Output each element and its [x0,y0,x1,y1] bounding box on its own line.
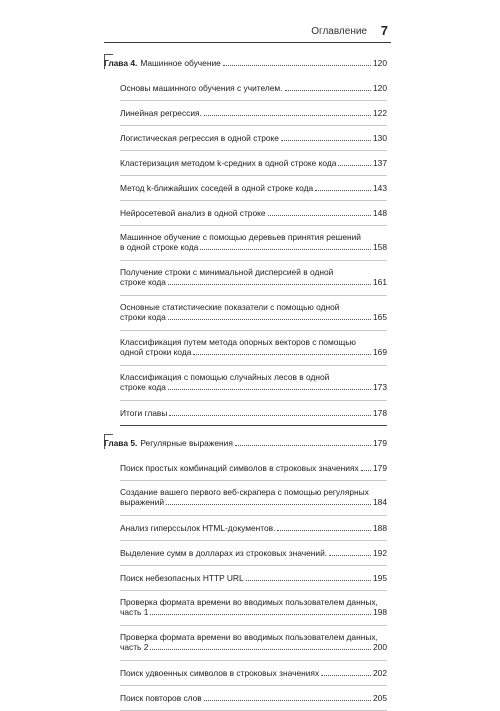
toc-entry[interactable] [120,541,387,566]
entry-title: Итоги главы [120,408,168,418]
dot-leader [321,675,371,676]
dot-leader [166,504,371,505]
page-number: 7 [380,23,388,38]
entry-page: 165 [373,312,387,322]
entry-page: 192 [373,548,387,558]
entry-title-line: строке кода [120,277,166,287]
toc-entry[interactable] [120,331,387,366]
entry-title-line: строке кода [120,382,166,392]
entry-title: Поиск простых комбинаций символов в строковых значениях [120,463,359,473]
toc-entry[interactable] [120,151,387,176]
dot-leader [281,140,371,141]
entry-page: 169 [373,347,387,357]
entry-title-line: Проверка формата времени во вводимых пользователем данных, [120,597,378,607]
chapter-gap [104,426,387,438]
toc-entry[interactable] [120,516,387,541]
entry-page: 198 [373,607,387,617]
dot-leader [277,530,371,531]
toc-entry[interactable] [120,591,387,626]
entry-page: 200 [373,642,387,652]
toc-entry[interactable] [120,226,387,261]
entry-title: Выделение сумм в долларах из строковых значений. [120,548,328,558]
chapter-title: Машинное обучение [140,58,221,68]
dot-leader [204,700,371,701]
entry-title: Поиск удвоенных символов в строковых значениях [120,668,320,678]
toc-entry[interactable] [120,201,387,226]
dot-leader [268,215,371,216]
entry-page: 137 [373,158,387,168]
dot-leader [315,190,371,191]
toc-entry[interactable] [120,176,387,201]
entry-page: 161 [373,277,387,287]
toc-entry[interactable] [120,456,387,481]
dot-leader [169,415,371,416]
chapter-heading[interactable] [104,438,387,452]
entry-title: Кластеризация методом k-средних в одной строке кода [120,158,337,168]
entry-page: 205 [373,693,387,703]
dot-leader [168,319,371,320]
dot-leader [150,614,371,615]
toc-entry[interactable] [120,401,387,426]
dot-leader [361,470,371,471]
page-header [0,24,500,40]
entry-title-line: Создание вашего первого веб-скрапера с помощью регулярных [120,487,369,497]
toc-entry[interactable] [120,296,387,331]
entry-page: 188 [373,523,387,533]
entry-title-line: Получение строки с минимальной дисперсией в одной [120,267,334,277]
entry-page: 184 [373,497,387,507]
entry-page: 173 [373,382,387,392]
dot-leader [168,284,371,285]
entry-title: Основы машинного обучения с учителем. [120,83,283,93]
entry-page: 158 [373,242,387,252]
dot-leader [223,65,371,66]
entry-page: 195 [373,573,387,583]
chapter-number: Глава 5. [104,438,138,448]
chapter-number: Глава 4. [104,58,138,68]
entry-title: Поиск повторов слов [120,693,202,703]
entry-title: Нейросетевой анализ в одной строке [120,208,266,218]
toc-entry[interactable] [120,566,387,591]
dot-leader [338,165,371,166]
entry-page: 179 [373,463,387,473]
entry-title-line: в одной строке кода [120,242,199,252]
entry-page: 122 [373,108,387,118]
running-title: Оглавление [311,26,367,37]
header-rule [104,42,391,43]
toc-entry[interactable] [120,261,387,296]
entry-title-line: Машинное обучение с помощью деревьев принятия решений [120,232,361,242]
dot-leader [285,90,372,91]
entry-page: 143 [373,183,387,193]
chapter-page: 179 [373,438,387,448]
entry-title: Логистическая регрессия в одной строке [120,133,279,143]
entry-title: Анализ гиперссылок HTML-документов. [120,523,276,533]
table-of-contents [104,58,387,711]
entry-title-line: Классификация с помощью случайных лесов в одной [120,372,330,382]
chapter-title: Регулярные выражения [140,438,233,448]
toc-entry[interactable] [120,661,387,686]
dot-leader [150,649,371,650]
dot-leader [246,580,371,581]
entry-title-line: строки кода [120,312,166,322]
entry-title-line: Классификация путем метода опорных векторов с помощью [120,337,356,347]
entry-title-line: одной строки кода [120,347,192,357]
toc-entry[interactable] [120,76,387,101]
entry-page: 130 [373,133,387,143]
toc-entry[interactable] [120,126,387,151]
toc-entry[interactable] [120,366,387,401]
entry-page: 178 [373,408,387,418]
entry-title: Поиск небезопасных HTTP URL [120,573,244,583]
dot-leader [329,555,371,556]
toc-entry[interactable] [120,626,387,661]
dot-leader [193,354,371,355]
entry-title-line: Основные статистические показатели с помощью одной [120,302,340,312]
entry-title-line: часть 1 [120,607,149,617]
dot-leader [200,249,371,250]
entry-title: Линейная регрессия. [120,108,202,118]
dot-leader [168,389,371,390]
entry-page: 202 [373,668,387,678]
dot-leader [204,115,371,116]
entry-title-line: выражений [120,497,165,507]
toc-entry[interactable] [120,686,387,711]
toc-entry[interactable] [120,481,387,516]
toc-entry[interactable] [120,101,387,126]
chapter-heading[interactable] [104,58,387,72]
chapter-page: 120 [373,58,387,68]
entry-title-line: часть 2 [120,642,149,652]
entry-title-line: Проверка формата времени во вводимых пользователем данных, [120,632,378,642]
dot-leader [235,445,371,446]
entry-title: Метод k-ближайших соседей в одной строке кода [120,183,314,193]
entry-page: 120 [373,83,387,93]
entry-page: 148 [373,208,387,218]
